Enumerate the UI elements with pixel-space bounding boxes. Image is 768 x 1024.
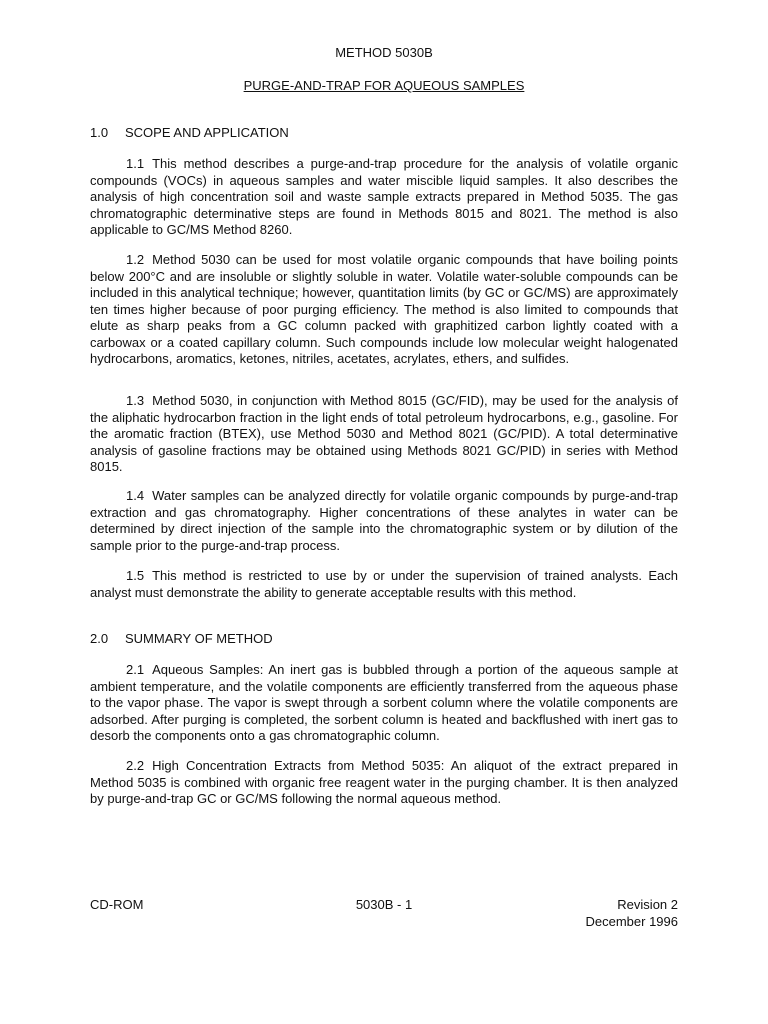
paragraph-text: High Concentration Extracts from Method 5035: An aliquot of the extract prepared in Method 5035 is combined with organic free reagent water in the purging chamber. It is then analyzed by purge-and-trap GC or GC/MS following the normal aqueous method. bbox=[90, 758, 678, 806]
paragraph-number: 1.1 bbox=[126, 156, 145, 171]
paragraph-text: This method describes a purge-and-trap procedure for the analysis of volatile organic compounds (VOCs) in aqueous samples and water miscible liquid samples. It also describes the analysis of high concentration soil and waste sample extracts prepared in Method 5035. The gas chromatographic determinative steps are found in Methods 8015 and 8021. The method is also applicable to GC/MS Method 8260. bbox=[90, 156, 678, 237]
paragraph-number: 1.3 bbox=[126, 393, 145, 408]
paragraph-number: 2.2 bbox=[126, 758, 145, 773]
footer-revision-number: Revision 2 bbox=[617, 897, 678, 912]
paragraph-text: This method is restricted to use by or under the supervision of trained analysts. Each analyst must demonstrate the ability to generate acceptable results with this method. bbox=[90, 568, 678, 600]
paragraph-2-2 bbox=[90, 758, 678, 808]
paragraph-number: 1.5 bbox=[126, 568, 145, 583]
paragraph-1-1 bbox=[90, 156, 678, 239]
footer-page-number: 5030B - 1 bbox=[355, 897, 413, 912]
section-heading-scope bbox=[90, 125, 289, 141]
section-number: 2.0 bbox=[90, 631, 109, 646]
section-title: SUMMARY OF METHOD bbox=[125, 631, 273, 646]
paragraph-text: Aqueous Samples: An inert gas is bubbled through a portion of the aqueous sample at ambient temperature, and the volatile components are efficiently transferred from the aqueous phase to the vapor phase. The vapor is swept through a sorbent column where the volatile components are adsorbed. After purging is completed, the sorbent column is heated and backflushed with inert gas to desorb the components onto a gas chromatographic column. bbox=[90, 662, 678, 743]
paragraph-number: 1.2 bbox=[126, 252, 145, 267]
paragraph-number: 1.4 bbox=[126, 488, 145, 503]
document-subtitle: PURGE-AND-TRAP FOR AQUEOUS SAMPLES bbox=[243, 78, 525, 93]
section-title: SCOPE AND APPLICATION bbox=[125, 125, 289, 140]
paragraph-text: Water samples can be analyzed directly for volatile organic compounds by purge-and-trap extraction and gas chromatography. Higher concentrations of these analytes in water can be determined by direct injection of the sample into the chromatographic system or by dilution of the sample prior to the purge-and-trap process. bbox=[90, 488, 678, 553]
section-heading-summary bbox=[90, 631, 273, 647]
paragraph-1-2 bbox=[90, 252, 678, 368]
footer-revision bbox=[586, 897, 679, 930]
paragraph-text: Method 5030, in conjunction with Method 8015 (GC/FID), may be used for the analysis of the aliphatic hydrocarbon fraction in the light ends of total petroleum hydrocarbons, e.g., gasoline. For the aromatic fraction (BTEX), use Method 5030 and Method 8021 (GC/PID). A total determinative analysis of gasoline fractions may be obtained using Methods 8021 GC/PID) in series with Method 8015. bbox=[90, 393, 678, 474]
paragraph-number: 2.1 bbox=[126, 662, 145, 677]
paragraph-1-4 bbox=[90, 488, 678, 554]
footer-revision-date: December 1996 bbox=[585, 913, 678, 929]
paragraph-text: Method 5030 can be used for most volatile organic compounds that have boiling points below 200°C and are insoluble or slightly soluble in water. Volatile water-soluble compounds can be included in this analytical technique; however, quantitation limits (by GC or GC/MS) are approximately ten times higher because of poor purging efficiency. The method is also limited to compounds that elute as sharp peaks from a GC column packed with graphitized carbon lightly coated with a carbowax or a coated capillary column. Such compounds include low molecular weight halogenated hydrocarbons, aromatics, ketones, nitriles, acetates, acrylates, ethers, and sulfides. bbox=[90, 252, 678, 366]
section-number: 1.0 bbox=[90, 125, 109, 140]
document-title: METHOD 5030B bbox=[335, 45, 433, 60]
paragraph-1-5 bbox=[90, 568, 678, 601]
paragraph-2-1 bbox=[90, 662, 678, 745]
paragraph-1-3 bbox=[90, 393, 678, 476]
footer-media: CD-ROM bbox=[90, 897, 144, 912]
